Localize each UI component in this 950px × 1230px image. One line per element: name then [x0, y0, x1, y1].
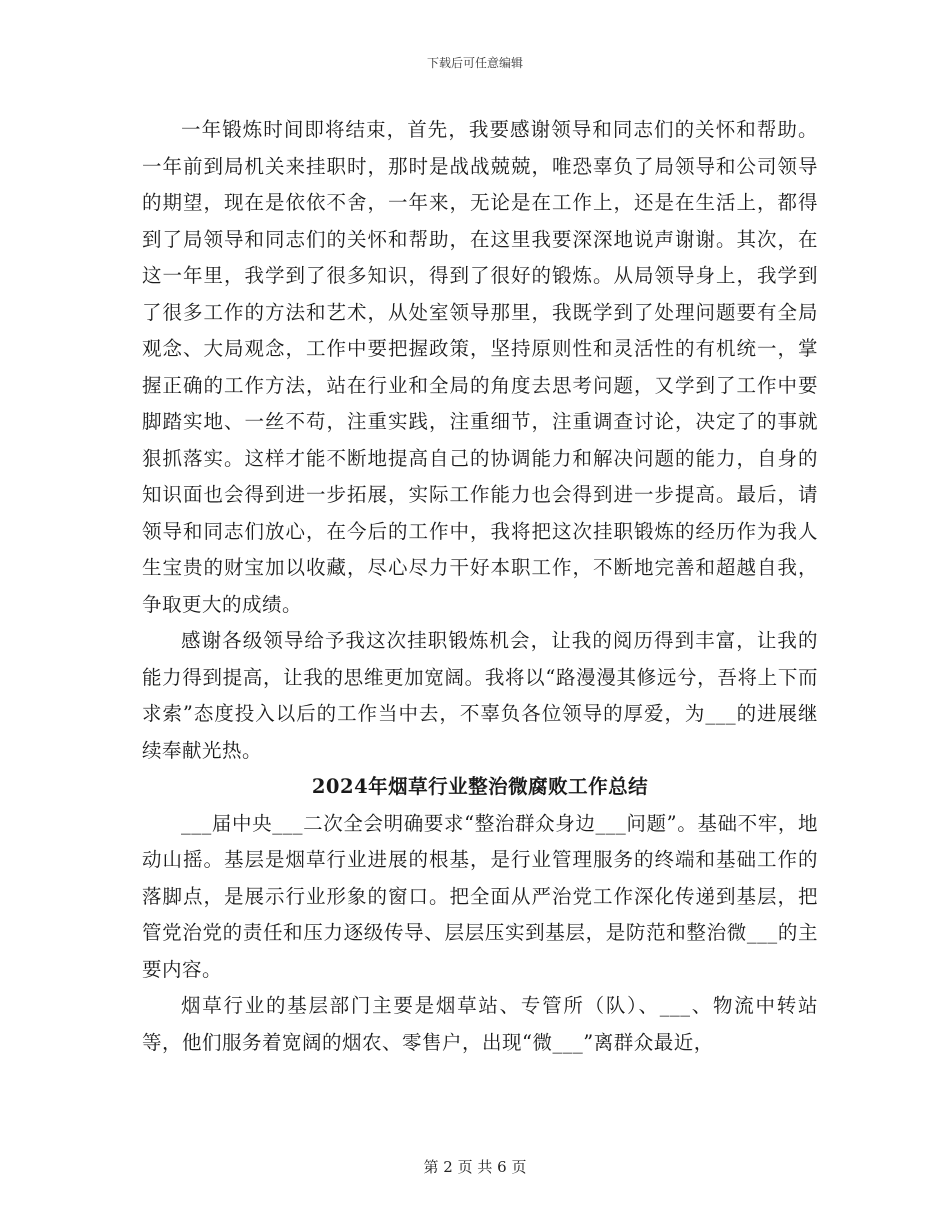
document-body [142, 112, 818, 1061]
page-footer: 第 2 页 共 6 页 [423, 1158, 527, 1176]
section-title: 2024年烟草行业整治微腐败工作总结 [311, 775, 649, 798]
section-paragraph: 烟草行业的基层部门主要是烟草站、专管所（队）、___、物流中转站等，他们服务着宽阔的烟农、零售户，出现“微___”离群众最近， [142, 994, 818, 1054]
body-paragraph: 一年锻炼时间即将结束，首先，我要感谢领导和同志们的关怀和帮助。一年前到局机关来挂职时，那时是战战兢兢，唯恐辜负了局领导和公司领导的期望，现在是依依不舍，一年来，无论是在工作上，还是在生活上，都得到了局领导和同志们的关怀和帮助，在这里我要深深地说声谢谢。其次，在这一年里，我学到了很多知识，得到了很好的锻炼。从局领导身上，我学到了很多工作的方法和艺术，从处室领导那里，我既学到了处理问题要有全局观念、大局观念，工作中要把握政策，坚持原则性和灵活性的有机统一，掌握正确的工作方法，站在行业和全局的角度去思考问题，又学到了工作中要脚踏实地、一丝不苟，注重实践，注重细节，注重调查讨论，决定了的事就狠抓落实。这样才能不断地提高自己的协调能力和解决问题的能力，自身的知识面也会得到进一步拓展，实际工作能力也会得到进一步提高。最后，请领导和同志们放心，在今后的工作中，我将把这次挂职锻炼的经历作为我人生宝贵的财宝加以收藏，尽心尽力干好本职工作，不断地完善和超越自我，争取更大的成绩。 [142, 118, 818, 616]
page-header: 下载后可任意编辑 [426, 56, 523, 70]
section-paragraph: ___届中央___二次全会明确要求“整治群众身边___问题”。基础不牢，地动山摇。基层是烟草行业进展的根基，是行业管理服务的终端和基础工作的落脚点，是展示行业形象的窗口。把全面从严治党工作深化传递到基层，把管党治党的责任和压力逐级传导、层层压实到基层，是防范和整治微___的主要内容。 [142, 811, 818, 981]
body-paragraph: 感谢各级领导给予我这次挂职锻炼机会，让我的阅历得到丰富，让我的能力得到提高，让我的思维更加宽阔。我将以“路漫漫其修远兮，吾将上下而求索”态度投入以后的工作当中去，不辜负各位领导的厚爱，为___的进展继续奉献光热。 [142, 629, 818, 762]
